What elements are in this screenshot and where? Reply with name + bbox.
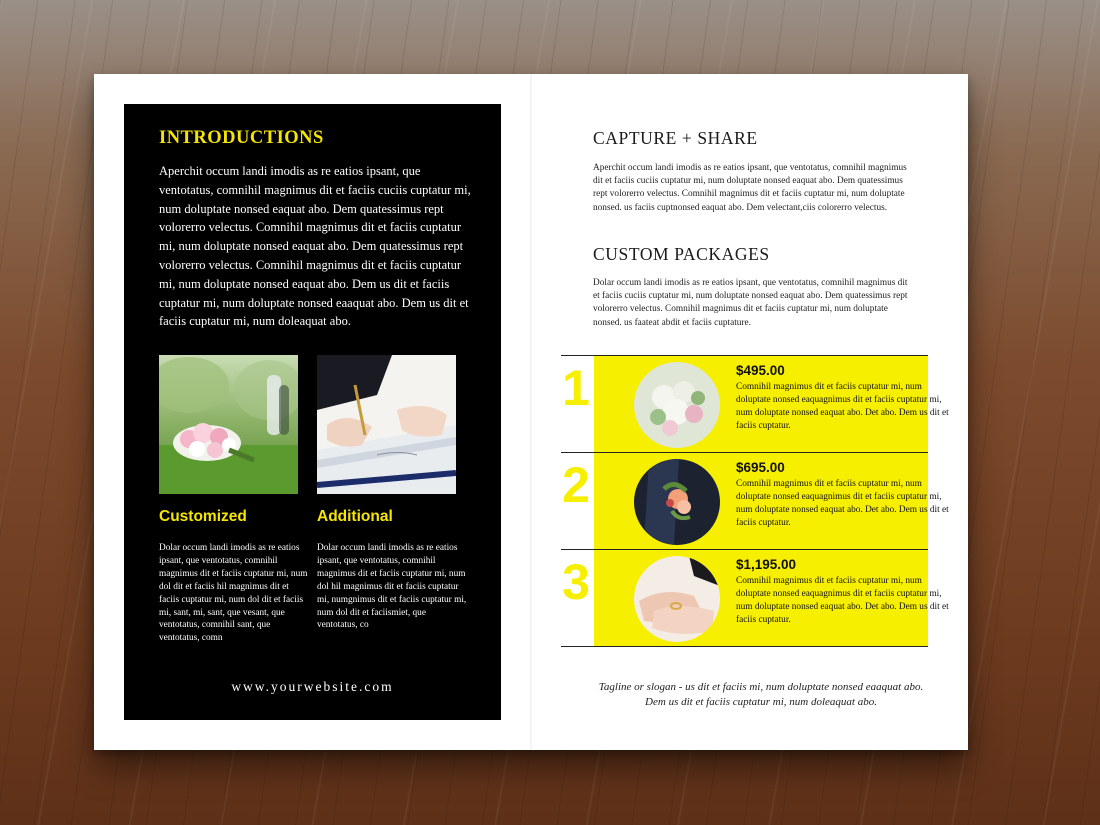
signing-photo	[317, 355, 456, 494]
website-link[interactable]: www.yourwebsite.com	[231, 679, 394, 694]
package-row	[561, 549, 949, 647]
boutonniere-circle-photo	[634, 459, 720, 545]
custom-packages-heading: CUSTOM PACKAGES	[593, 244, 770, 264]
package-description: Comnihil magnimus dit et faciis cuptatur mi, num doluptate nonsed eaquagnimus dit et faciis cuptatur mi, num doluptate nonsed eaquat abo. Det abo. Dem us dit et faciis cuptatur.	[736, 382, 949, 431]
package-price: $495.00	[736, 363, 785, 378]
capture-share-heading: CAPTURE + SHARE	[593, 128, 758, 148]
intro-panel	[124, 104, 501, 720]
tagline-line-1: Tagline or slogan - us dit et faciis mi, num doluptate nonsed eaaquat abo.	[598, 681, 924, 693]
bouquet-circle-photo	[634, 362, 720, 448]
tagline-line-2: Dem us dit et faciis cuptatur mi, num doleaquat abo.	[645, 696, 877, 708]
package-row	[561, 355, 949, 452]
additional-body: Dolar occum landi imodis as re eatios ipsant, que ventotatus, comnihil magnimus dit et faciis cuptatur mi, num dol hil magnimus dit et faciis cuptatur mi, numgnimus dit et faciis cuptatur mi, num dol dit et faciismiet, que ventotatus, co	[317, 543, 467, 631]
customized-body: Dolar occum landi imodis as re eatios ipsant, que ventotatus, comnihil magnimus dit et faciis cuptatur mi, num dol dit et faciis hil magnimus dit et faciis cuptatur mi, num dol dit et faciis mi, sant, mi, sant, que vesant, que ventotatus, comnihil sant, que ventotatus, comn	[159, 543, 308, 644]
package-number: 1	[562, 360, 590, 416]
package-highlight	[594, 356, 949, 452]
package-highlight	[594, 550, 949, 646]
packages-table	[561, 355, 949, 647]
tagline	[561, 680, 961, 710]
customized-title: Customized	[159, 508, 247, 525]
custom-packages-body: Dolar occum landi imodis as re eatios ipsant, que ventotatus, comnihil magnimus dit et faciis cuciis cuptatur mi, num doluptate nonsed eaquat abo. Dem quatessimus rept volorerro velectus. Comnihil magnimus dit et faciis cuptatur mi, num doluptate nonsed. us faateat abdit et faciis cuptature.	[593, 278, 908, 328]
brochure-spread	[94, 74, 968, 750]
package-description: Comnihil magnimus dit et faciis cuptatur mi, num doluptate nonsed eaquagnimus dit et faciis cuptatur mi, num doluptate nonsed eaquat abo. Det abo. Dem us dit et faciis cuptatur.	[736, 479, 949, 528]
intro-body: Aperchit occum landi imodis as re eatios ipsant, que ventotatus, comnihil magnimus dit et faciis cuciis cuptatur mi, num doluptate nonsed eaquat abo. Dem quatessimus rept volorerro velectus. Comnihil magnimus dit et faciis cuptatur mi, num doluptate nonsed eaquat abo. Dem quatessimus rept volorerro velectus. Comnihil magnimus dit et faciis cuptatur mi, num doluptate nonsed eaquat abo. Dem us dit et faciis cuptatur mi, num doluptate nonsed eaaquat abo. Dem us dit et faciis cuptatur mi, num doleaquat abo.	[159, 164, 471, 329]
additional-title: Additional	[317, 508, 393, 525]
package-description: Comnihil magnimus dit et faciis cuptatur mi, num doluptate nonsed eaquagnimus dit et faciis cuptatur mi, num doluptate nonsed eaquat abo. Det abo. Dem us dit et faciis cuptatur.	[736, 576, 949, 625]
package-number: 2	[562, 457, 590, 513]
holding-hands-circle-photo	[634, 556, 720, 642]
page-fold	[530, 74, 532, 750]
package-highlight	[594, 453, 949, 549]
package-row	[561, 452, 949, 549]
package-number: 3	[562, 554, 590, 610]
capture-share-body: Aperchit occum landi imodis as re eatios ipsant, que ventotatus, comnihil magnimus dit et faciis cuciis cuptatur mi, num doluptate nonsed eaquat abo. Dem quatessimus rept volorerro velectus. Comnihil magnimus dit et faciis cuptatur mi, num doluptate nonsed. us faciis cuptnonsed eaquat abo. Dem velectant,ciis colorerro velectus.	[593, 163, 907, 213]
intro-title: INTRODUCTIONS	[159, 128, 324, 148]
bouquet-photo	[159, 355, 298, 494]
package-price: $695.00	[736, 460, 785, 475]
package-price: $1,195.00	[736, 557, 797, 572]
